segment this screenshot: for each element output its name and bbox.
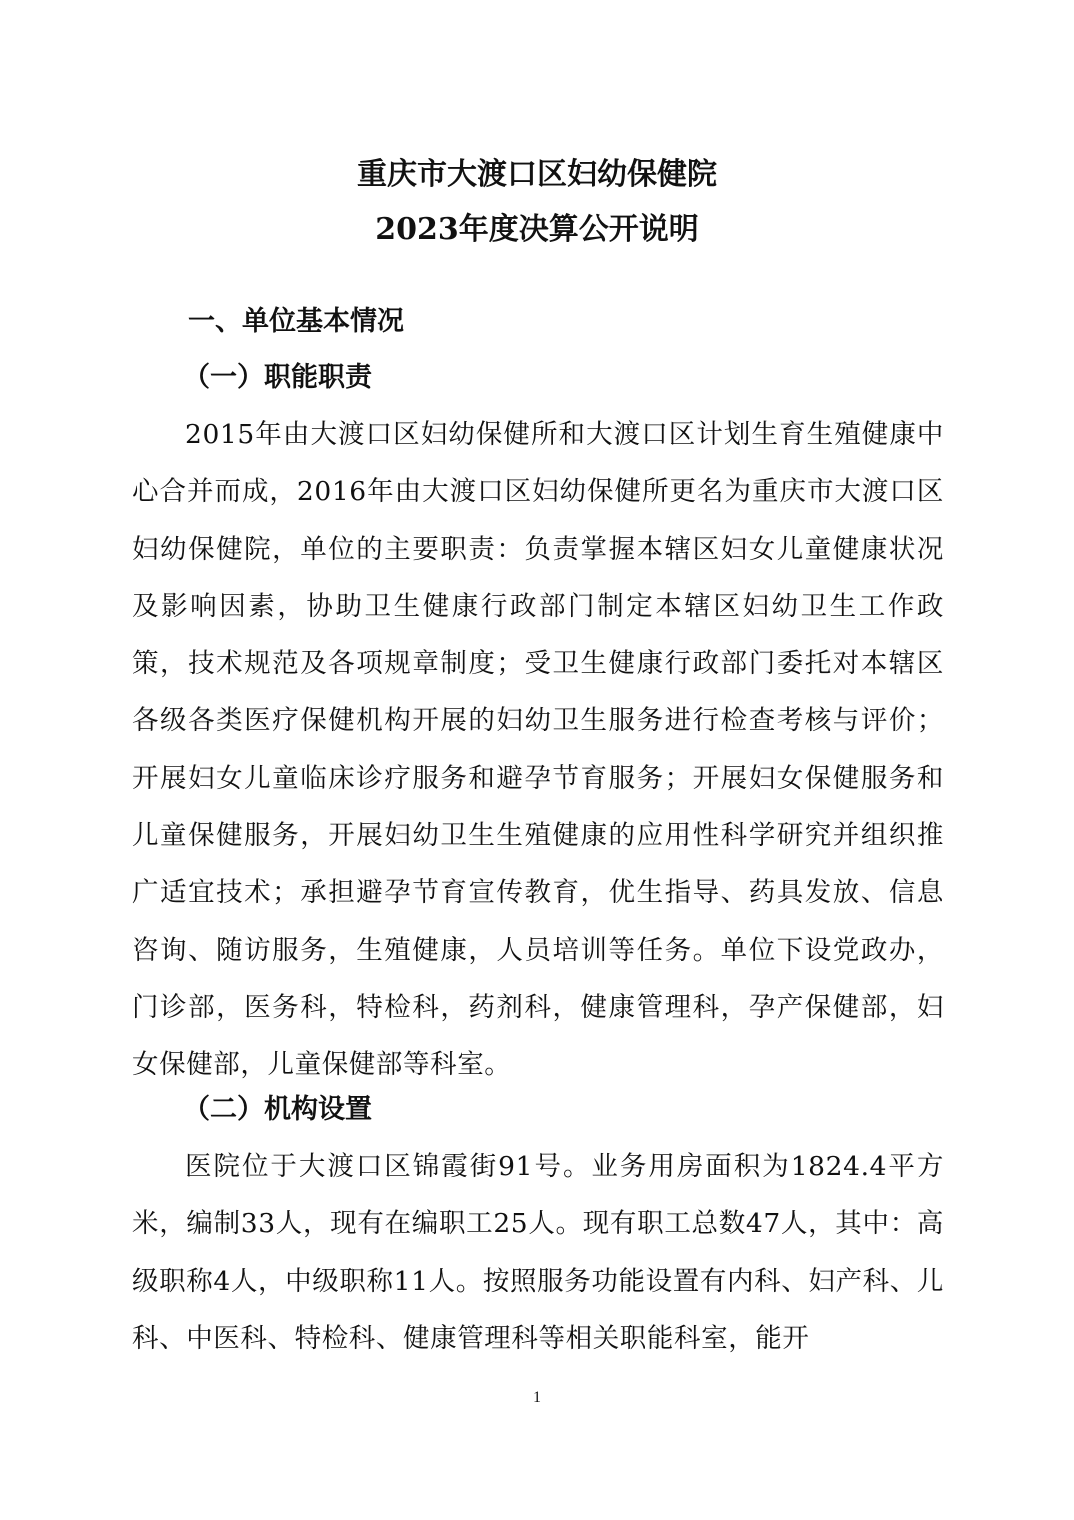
paragraph-functions: 2015年由大渡口区妇幼保健所和大渡口区计划生育生殖健康中心合并而成，2016年由大渡口区妇幼保健所更名为重庆市大渡口区妇幼保健院，单位的主要职责：负责掌握本辖区妇女儿童健康状况及影响因素，协助卫生健康行政部门制定本辖区妇幼卫生工作政策，技术规范及各项规章制度；受卫生健康行政部门委托对本辖区各级各类医疗保健机构开展的妇幼卫生服务进行检查考核与评价；开展妇女儿童临床诊疗服务和避孕节育服务；开展妇女保健服务和儿童保健服务，开展妇幼卫生生殖健康的应用性科学研究并组织推广适宜技术；承担避孕节育宣传教育，优生指导、药具发放、信息咨询、随访服务，生殖健康，人员培训等任务。单位下设党政办，门诊部，医务科，特检科，药剂科，健康管理科，孕产保健部，妇女保健部，儿童保健部等科室。	[132, 419, 944, 1081]
page-number: 1	[533, 1389, 541, 1406]
subsection-heading-organization: （二）机构设置	[183, 1094, 372, 1125]
document-title-line-1: 重庆市大渡口区妇幼保健院	[357, 157, 717, 192]
section-heading-unit-basics: 一、单位基本情况	[188, 306, 404, 337]
document-title-line-2: 2023年度决算公开说明	[375, 212, 699, 247]
subsection-heading-functions: （一）职能职责	[183, 362, 372, 393]
paragraph-organization: 医院位于大渡口区锦霞街91号。业务用房面积为1824.4平方米，编制33人，现有在编职工25人。现有职工总数47人，其中：高级职称4人，中级职称11人。按照服务功能设置有内科、妇产科、儿科、中医科、特检科、健康管理科等相关职能科室，能开	[132, 1151, 944, 1354]
